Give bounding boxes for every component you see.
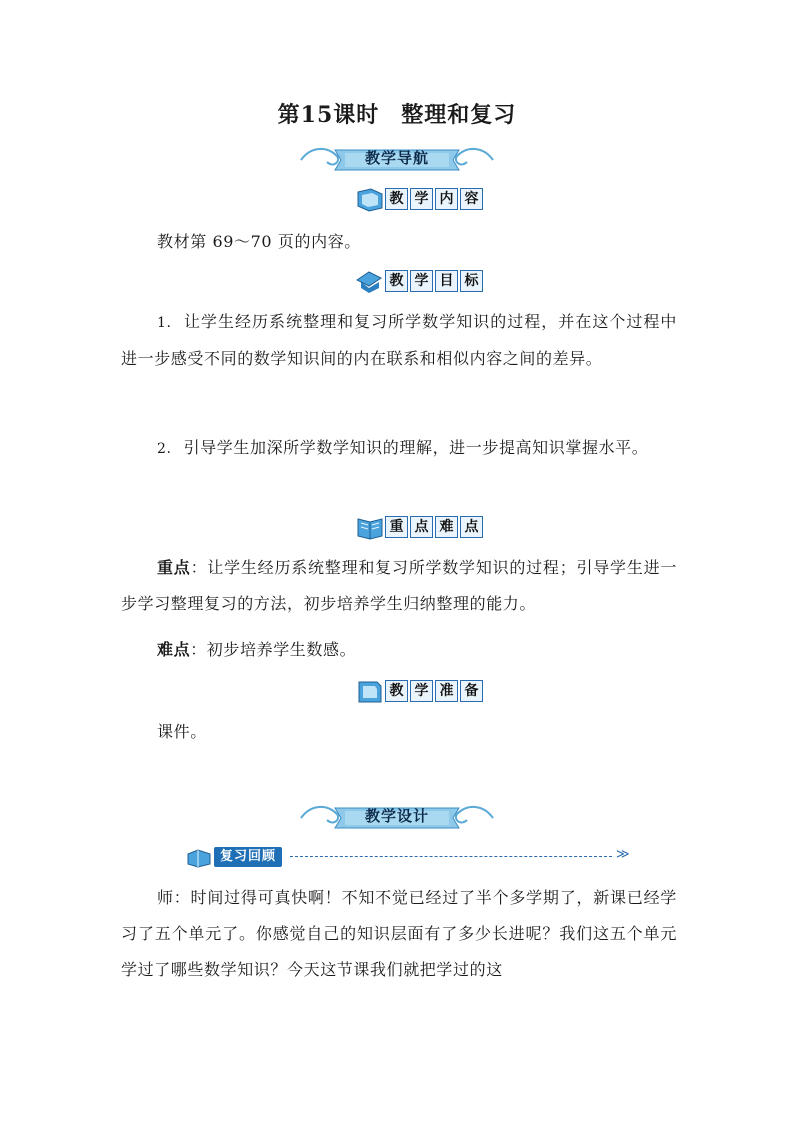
double-arrow-icon: ≫ bbox=[616, 847, 630, 862]
difficulty-paragraph bbox=[121, 632, 677, 668]
section-heading-prep bbox=[355, 678, 485, 704]
heading-char: 内 bbox=[435, 188, 458, 210]
heading-char: 学 bbox=[410, 270, 433, 292]
heading-char: 教 bbox=[385, 188, 408, 210]
goal-text: 引导学生加深所学数学知识的理解，进一步提高知识掌握水平。 bbox=[183, 438, 649, 457]
goal-item-1 bbox=[121, 304, 677, 377]
goal-number: 1. bbox=[157, 315, 172, 331]
review-strip bbox=[186, 846, 646, 868]
goal-number: 2. bbox=[157, 441, 172, 457]
heading-char: 目 bbox=[435, 270, 458, 292]
section-heading-goals bbox=[355, 268, 485, 294]
difficulty-label: 难点 bbox=[157, 640, 191, 659]
goal-text: 让学生经历系统整理和复习所学数学知识的过程，并在这个过程中进一步感受不同的数学知识间的内在联系和相似内容之间的差异。 bbox=[121, 312, 677, 368]
dashed-divider bbox=[290, 856, 612, 857]
heading-char: 学 bbox=[410, 680, 433, 702]
heading-char: 准 bbox=[435, 680, 458, 702]
difficulty-text: ：初步培养学生数感。 bbox=[190, 640, 357, 659]
review-tag: 复习回顾 bbox=[214, 847, 282, 867]
section-heading-keypoints bbox=[355, 514, 485, 540]
heading-char: 备 bbox=[460, 680, 483, 702]
heading-char: 教 bbox=[385, 680, 408, 702]
lesson-topic: 整理和复习 bbox=[401, 102, 517, 128]
lesson-number: 第15课时 bbox=[277, 102, 380, 128]
keypoint-paragraph bbox=[121, 550, 677, 622]
page-title bbox=[0, 98, 794, 129]
heading-char: 点 bbox=[460, 516, 483, 538]
prep-paragraph: 课件。 bbox=[157, 722, 207, 741]
banner-teaching-guide bbox=[297, 140, 497, 180]
heading-char: 重 bbox=[385, 516, 408, 538]
banner-label: 教学设计 bbox=[364, 807, 429, 825]
heading-char: 教 bbox=[385, 270, 408, 292]
keypoint-text: ：让学生经历系统整理和复习所学数学知识的过程；引导学生进一步学习整理复习的方法，初步培养学生归纳整理的能力。 bbox=[121, 558, 677, 613]
keypoint-label: 重点 bbox=[157, 558, 191, 577]
book-icon bbox=[186, 846, 212, 868]
goal-item-2 bbox=[121, 430, 677, 467]
heading-char: 点 bbox=[410, 516, 433, 538]
heading-char: 标 bbox=[460, 270, 483, 292]
dialogue-text: ：时间过得可真快啊！不知不觉已经过了半个多学期了，新课已经学习了五个单元了。你感觉自己的知识层面有了多少长进呢？我们这五个单元学过了哪些数学知识？今天这节课我们就把学过的这 bbox=[121, 888, 677, 979]
heading-char: 难 bbox=[435, 516, 458, 538]
heading-char: 容 bbox=[460, 188, 483, 210]
section-heading-content bbox=[355, 186, 485, 212]
banner-label: 教学导航 bbox=[364, 149, 429, 167]
dialogue-paragraph bbox=[121, 880, 677, 988]
book-icon bbox=[355, 678, 385, 704]
content-paragraph: 教材第 69～70 页的内容。 bbox=[157, 232, 361, 251]
notebook-icon bbox=[355, 514, 385, 540]
heading-char: 学 bbox=[410, 188, 433, 210]
banner-teaching-design bbox=[297, 798, 497, 838]
pencil-book-icon bbox=[355, 268, 385, 294]
speaker-label: 师 bbox=[157, 888, 174, 907]
book-icon bbox=[355, 186, 385, 212]
